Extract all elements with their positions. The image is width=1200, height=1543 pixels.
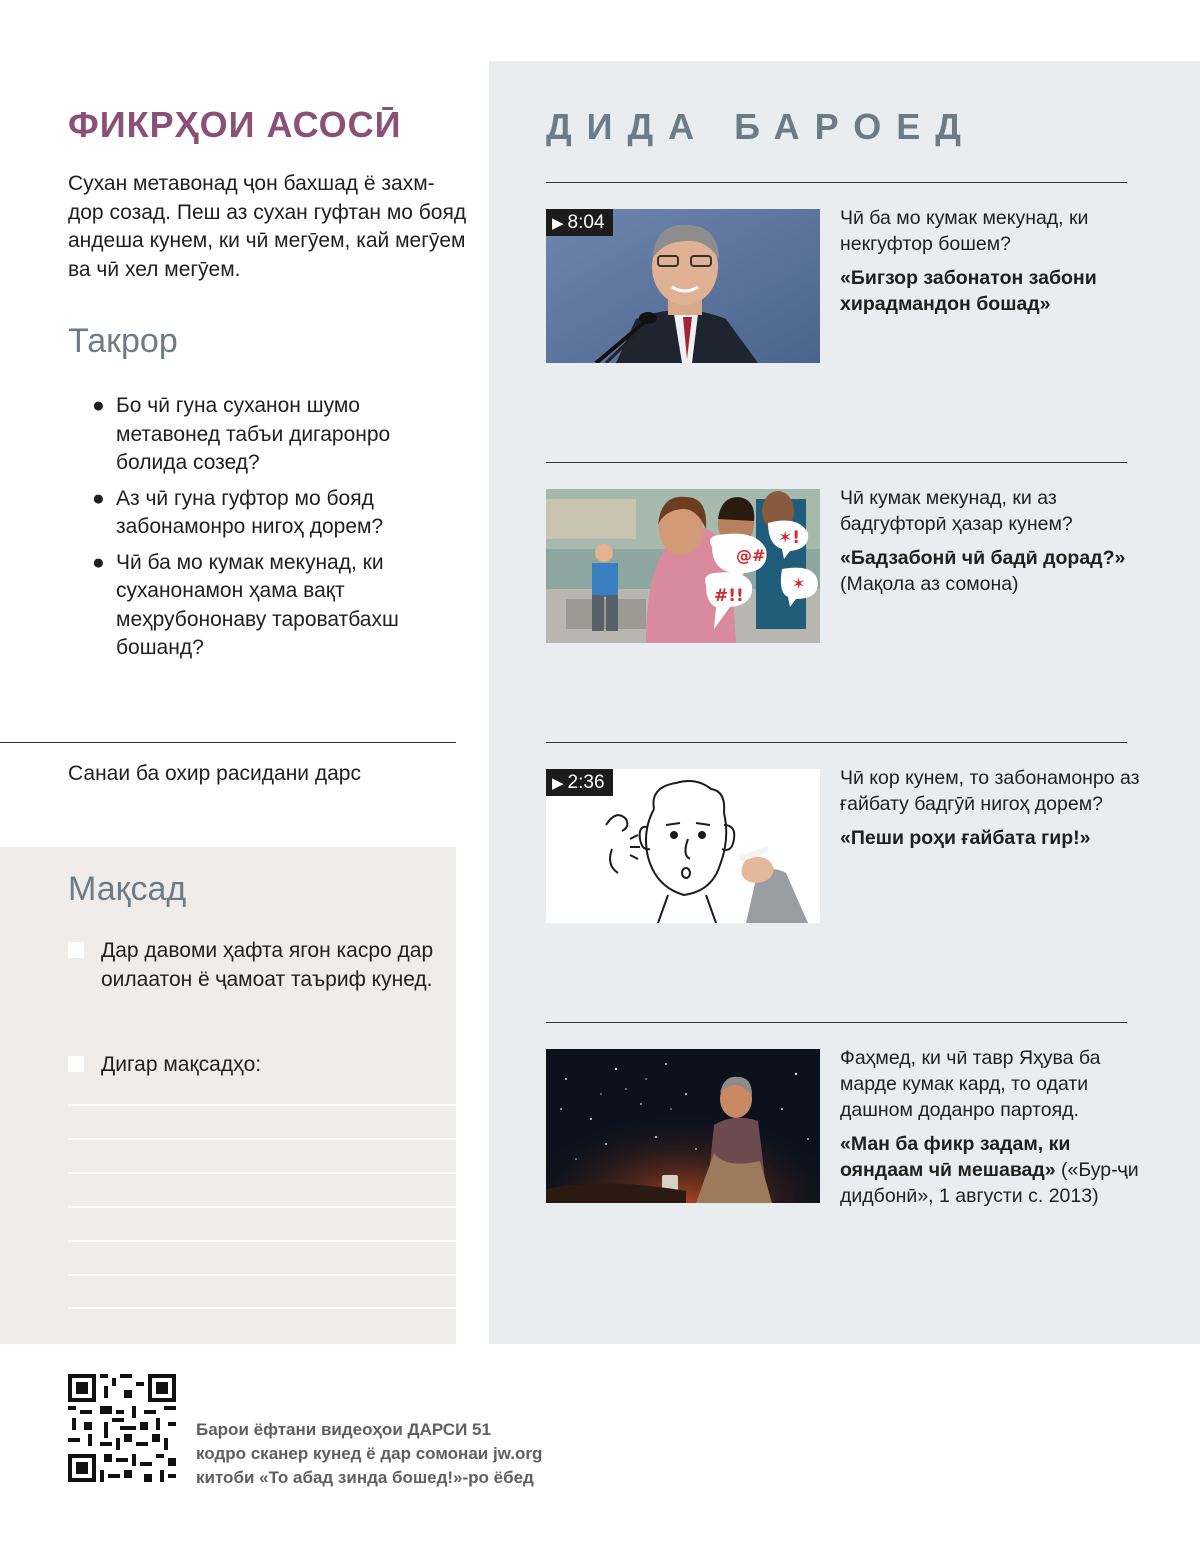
list-item: ● Бо чӣ гуна суханон шумо метавонед табъи дигаронро болида созед? <box>92 394 391 474</box>
article-question: Чӣ кумак мекунад, ки аз бадгуфторӣ ҳазар кунем? <box>840 487 1073 535</box>
writing-line[interactable] <box>68 1172 456 1174</box>
writing-line[interactable] <box>68 1240 456 1242</box>
divider <box>546 182 1127 183</box>
video-question: Чӣ кор кунем, то забонамонро аз ғайбату бадгӯӣ нигоҳ дорем? <box>840 767 1140 815</box>
goal-panel <box>0 847 456 1344</box>
video-description <box>840 1045 1140 1209</box>
man-under-stars-image <box>546 1049 820 1203</box>
goal-item: Дигар мақсадҳо: <box>68 1051 448 1081</box>
article-question: Фаҳмед, ки чӣ тавр Яҳува ба марде кумак кард, то одати дашном доданро партояд. <box>840 1047 1101 1121</box>
divider <box>0 742 456 743</box>
key-ideas-text: Сухан метавонад ҷон бахшад ё захм-дор созад. Пеш аз сухан гуфтан мо бояд андеша кунем, ки чӣ мегӯем, кай мегӯем ва чӣ хел мегӯем. <box>68 172 467 281</box>
article-link[interactable]: «Бадзабонӣ чӣ бадӣ дорад?» (Мақола аз сомона) <box>840 547 1126 595</box>
key-ideas-title: ФИКРҲОИ АСОСӢ <box>68 104 402 145</box>
svg-text:#!!: #!! <box>714 586 744 606</box>
review-list <box>92 392 452 670</box>
review-title: Такрор <box>68 322 178 360</box>
video-description <box>840 765 1140 851</box>
qr-code-icon[interactable] <box>68 1374 176 1482</box>
bullet-icon: ● <box>92 550 105 574</box>
writing-line[interactable] <box>68 1104 456 1106</box>
checkbox-icon[interactable] <box>68 1056 84 1072</box>
svg-text:@#: @# <box>736 546 766 565</box>
video-link[interactable]: «Пеши роҳи ғайбата гир!» <box>840 827 1091 849</box>
writing-line[interactable] <box>68 1274 456 1276</box>
video-link[interactable]: «Бигзор забонатон забони хирадмандон бошад» <box>840 267 1097 315</box>
duration-badge: ▶ 8:04 <box>546 209 613 236</box>
goal-item: Дар давоми ҳафта ягон касро дар оилаатон ё ҷамоат таъриф кунед. <box>68 937 448 1027</box>
duration-badge: ▶ 2:36 <box>546 769 613 796</box>
article-thumbnail[interactable] <box>546 489 820 643</box>
article-thumbnail[interactable] <box>546 1049 820 1203</box>
writing-line[interactable] <box>68 1138 456 1140</box>
video-description <box>840 205 1140 317</box>
svg-text:✶: ✶ <box>792 574 806 593</box>
completion-date-label: Санаи ба охир расидани дарс <box>68 762 361 785</box>
checkbox-icon[interactable] <box>68 942 84 958</box>
bullet-icon: ● <box>92 394 105 417</box>
play-icon: ▶ <box>552 215 564 232</box>
video-thumbnail[interactable] <box>546 209 820 363</box>
article-link[interactable]: «Ман ба фикр задам, ки ояндаам чӣ мешавад» («Бур-ҷи дидбонӣ», 1 августи с. 2013) <box>840 1133 1139 1207</box>
svg-text:✶!: ✶! <box>778 528 800 548</box>
list-item: ● Аз чӣ гуна гуфтор мо бояд забонамонро нигоҳ дорем? <box>92 486 384 538</box>
video-question: Чӣ ба мо кумак мекунад, ки некгуфтор бошем? <box>840 207 1089 255</box>
writing-line[interactable] <box>68 1206 456 1208</box>
teens-gossip-image <box>546 489 820 643</box>
writing-line[interactable] <box>68 1307 456 1309</box>
bullet-icon: ● <box>92 486 105 510</box>
play-icon: ▶ <box>552 775 564 792</box>
divider <box>546 462 1127 463</box>
footer-instructions: Барои ёфтани видеоҳои ДАРСИ 51 кодро сканер кунед ё дар сомонаи jw.org китоби «То абад зинда бошед!»-ро ёбед <box>196 1420 543 1487</box>
list-item: ● Чӣ ба мо кумак мекунад, ки суханонамон ҳама вақт меҳрубононаву тароватбахш бошанд? <box>92 550 399 659</box>
divider <box>546 742 1127 743</box>
video-description <box>840 485 1140 597</box>
explore-title: ДИДА БАРОЕД <box>546 106 976 147</box>
goal-title: Мақсад <box>68 870 187 908</box>
video-thumbnail[interactable] <box>546 769 820 923</box>
divider <box>546 1022 1127 1023</box>
